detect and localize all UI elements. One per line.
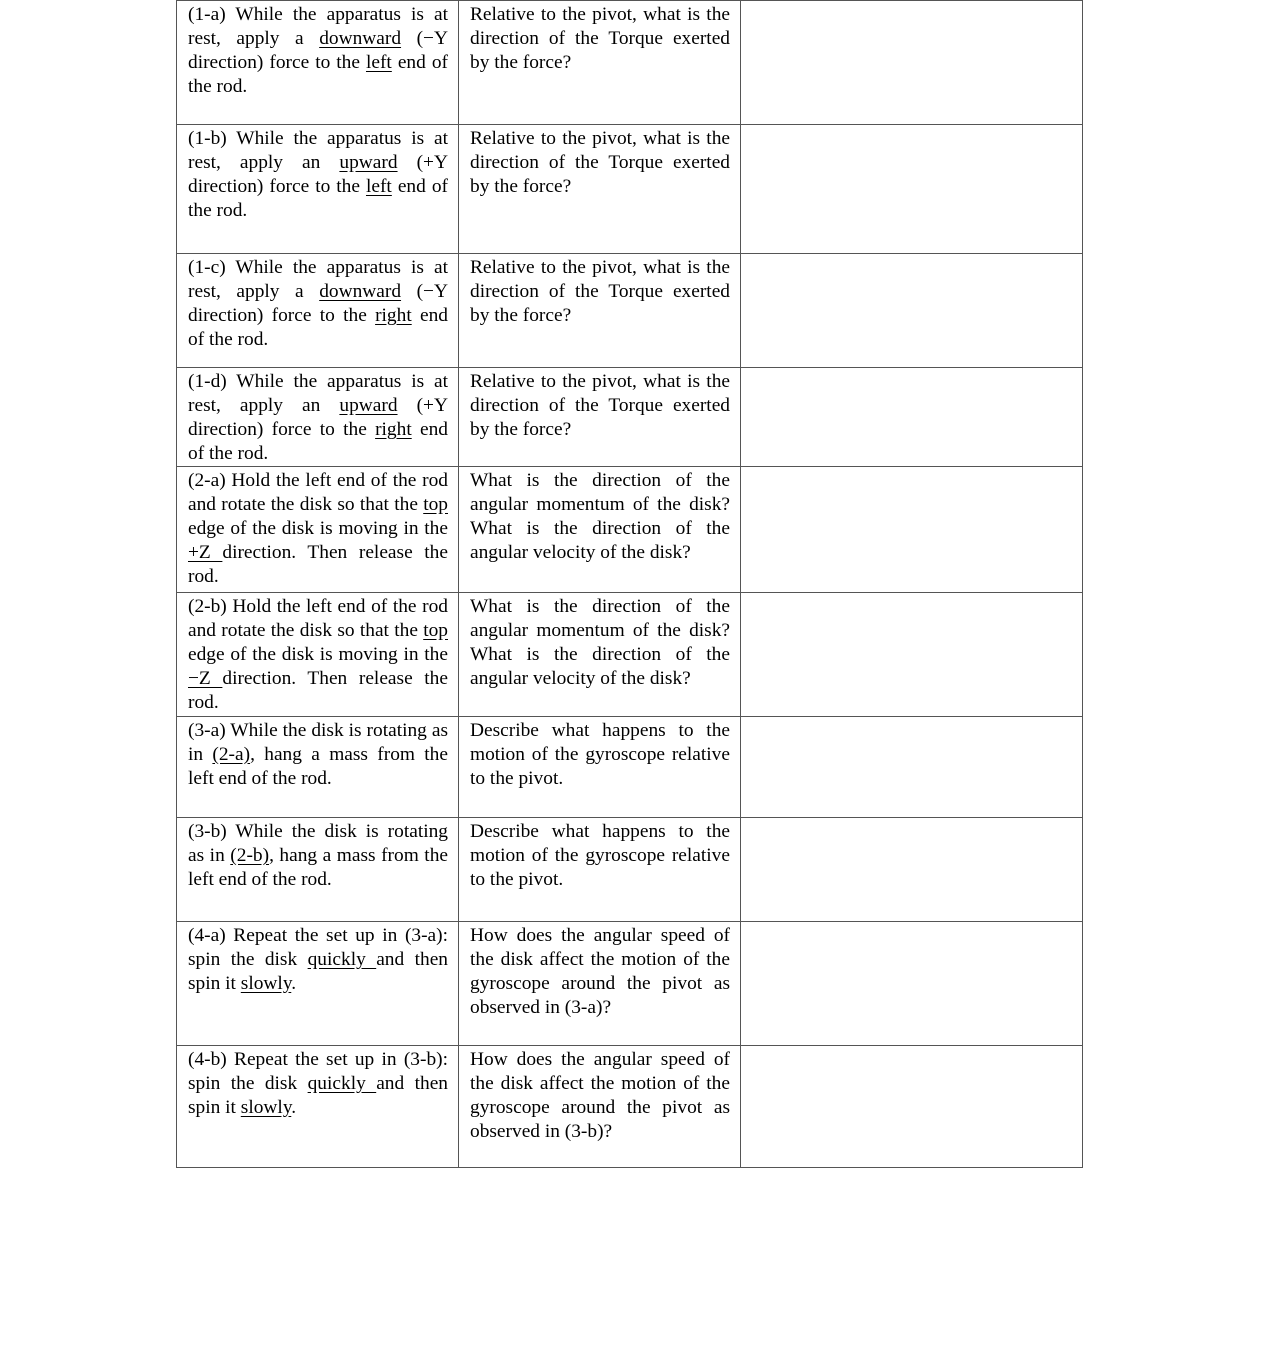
underlined-term: quickly bbox=[307, 949, 377, 970]
activity-instruction-cell bbox=[177, 717, 459, 818]
activity-instruction-cell bbox=[177, 593, 459, 717]
underlined-term: (2-a) bbox=[212, 744, 251, 765]
instruction-text: (−Y direction) force to the bbox=[188, 28, 448, 73]
worksheet-table bbox=[176, 0, 1083, 1168]
table-row bbox=[177, 1, 1083, 125]
instruction-text: (+Y direction) force to the bbox=[188, 395, 448, 440]
activity-instruction-cell bbox=[177, 254, 459, 368]
instruction-text: direction. Then release the rod. bbox=[188, 668, 448, 713]
question-cell: Describe what happens to the motion of the gyroscope relative to the pivot. bbox=[459, 818, 741, 922]
activity-instruction-cell bbox=[177, 368, 459, 467]
activity-instruction-cell bbox=[177, 922, 459, 1046]
underlined-term: top bbox=[423, 494, 448, 515]
activity-instruction-cell bbox=[177, 467, 459, 593]
instruction-text: (3-a) While the disk is rotating as in bbox=[188, 720, 448, 765]
underlined-term: right bbox=[375, 419, 412, 440]
instruction-text: end of the rod. bbox=[188, 305, 448, 350]
underlined-term: downward bbox=[319, 28, 402, 49]
instruction-text: . bbox=[291, 973, 297, 994]
instruction-text: end of the rod. bbox=[188, 176, 448, 221]
table-row bbox=[177, 717, 1083, 818]
instruction-text: edge of the disk is moving in the bbox=[188, 644, 448, 665]
instruction-text: end of the rod. bbox=[188, 419, 448, 464]
question-cell: Relative to the pivot, what is the direction of the Torque exerted by the force? bbox=[459, 1, 741, 125]
answer-cell[interactable] bbox=[741, 254, 1083, 368]
underlined-term: left bbox=[365, 176, 392, 197]
instruction-text: (4-b) Repeat the set up in (3-b): spin the disk bbox=[188, 1049, 448, 1094]
question-cell: How does the angular speed of the disk affect the motion of the gyroscope around the pivot as observed in (3-a)? bbox=[459, 922, 741, 1046]
table-row bbox=[177, 1046, 1083, 1168]
underlined-term: top bbox=[423, 620, 448, 641]
underlined-term: slowly bbox=[240, 973, 292, 994]
underlined-term: quickly bbox=[307, 1073, 377, 1094]
table-row bbox=[177, 467, 1083, 593]
activity-instruction-cell bbox=[177, 1046, 459, 1168]
underlined-term: left bbox=[365, 52, 392, 73]
instruction-text: (1-c) While the apparatus is at rest, apply a bbox=[188, 257, 448, 302]
instruction-text: (3-b) While the disk is rotating as in bbox=[188, 821, 448, 866]
table-row bbox=[177, 593, 1083, 717]
instruction-text: (2-a) Hold the left end of the rod and rotate the disk so that the bbox=[188, 470, 448, 515]
instruction-text: (+Y direction) force to the bbox=[188, 152, 448, 197]
underlined-term: upward bbox=[339, 395, 398, 416]
question-cell: Relative to the pivot, what is the direction of the Torque exerted by the force? bbox=[459, 125, 741, 254]
instruction-text: (1-d) While the apparatus is at rest, apply an bbox=[188, 371, 448, 416]
answer-cell[interactable] bbox=[741, 1046, 1083, 1168]
answer-cell[interactable] bbox=[741, 717, 1083, 818]
instruction-text: end of the rod. bbox=[188, 52, 448, 97]
answer-cell[interactable] bbox=[741, 1, 1083, 125]
table-row bbox=[177, 368, 1083, 467]
instruction-text: (1-a) While the apparatus is at rest, apply a bbox=[188, 4, 448, 49]
activity-instruction-cell bbox=[177, 125, 459, 254]
table-row bbox=[177, 922, 1083, 1046]
underlined-term: right bbox=[375, 305, 412, 326]
instruction-text: (1-b) While the apparatus is at rest, apply an bbox=[188, 128, 448, 173]
activity-instruction-cell bbox=[177, 818, 459, 922]
answer-cell[interactable] bbox=[741, 593, 1083, 717]
answer-cell[interactable] bbox=[741, 368, 1083, 467]
instruction-text: , hang a mass from the left end of the rod. bbox=[188, 845, 448, 890]
question-cell: What is the direction of the angular momentum of the disk? What is the direction of the angular velocity of the disk? bbox=[459, 593, 741, 717]
instruction-text: , hang a mass from the left end of the rod. bbox=[188, 744, 448, 789]
table-row bbox=[177, 125, 1083, 254]
instruction-text: and then spin it bbox=[188, 1073, 449, 1118]
underlined-term: +Z bbox=[188, 542, 223, 563]
answer-cell[interactable] bbox=[741, 467, 1083, 593]
instruction-text: and then spin it bbox=[188, 949, 449, 994]
instruction-text: . bbox=[291, 1097, 297, 1118]
underlined-term: upward bbox=[339, 152, 398, 173]
activity-instruction-cell bbox=[177, 1, 459, 125]
answer-cell[interactable] bbox=[741, 922, 1083, 1046]
answer-cell[interactable] bbox=[741, 125, 1083, 254]
instruction-text: (4-a) Repeat the set up in (3-a): spin the disk bbox=[188, 925, 448, 970]
instruction-text: direction. Then release the rod. bbox=[188, 542, 448, 587]
instruction-text: edge of the disk is moving in the bbox=[188, 518, 448, 539]
underlined-term: −Z bbox=[188, 668, 223, 689]
instruction-text: (2-b) Hold the left end of the rod and rotate the disk so that the bbox=[188, 596, 448, 641]
question-cell: Describe what happens to the motion of the gyroscope relative to the pivot. bbox=[459, 717, 741, 818]
question-cell: Relative to the pivot, what is the direction of the Torque exerted by the force? bbox=[459, 254, 741, 368]
underlined-term: (2-b) bbox=[230, 845, 270, 866]
question-cell: How does the angular speed of the disk affect the motion of the gyroscope around the pivot as observed in (3-b)? bbox=[459, 1046, 741, 1168]
table-row bbox=[177, 254, 1083, 368]
answer-cell[interactable] bbox=[741, 818, 1083, 922]
table-row bbox=[177, 818, 1083, 922]
question-cell: Relative to the pivot, what is the direction of the Torque exerted by the force? bbox=[459, 368, 741, 467]
instruction-text: (−Y direction) force to the bbox=[188, 281, 448, 326]
underlined-term: slowly bbox=[240, 1097, 292, 1118]
underlined-term: downward bbox=[319, 281, 402, 302]
question-cell: What is the direction of the angular momentum of the disk? What is the direction of the angular velocity of the disk? bbox=[459, 467, 741, 593]
